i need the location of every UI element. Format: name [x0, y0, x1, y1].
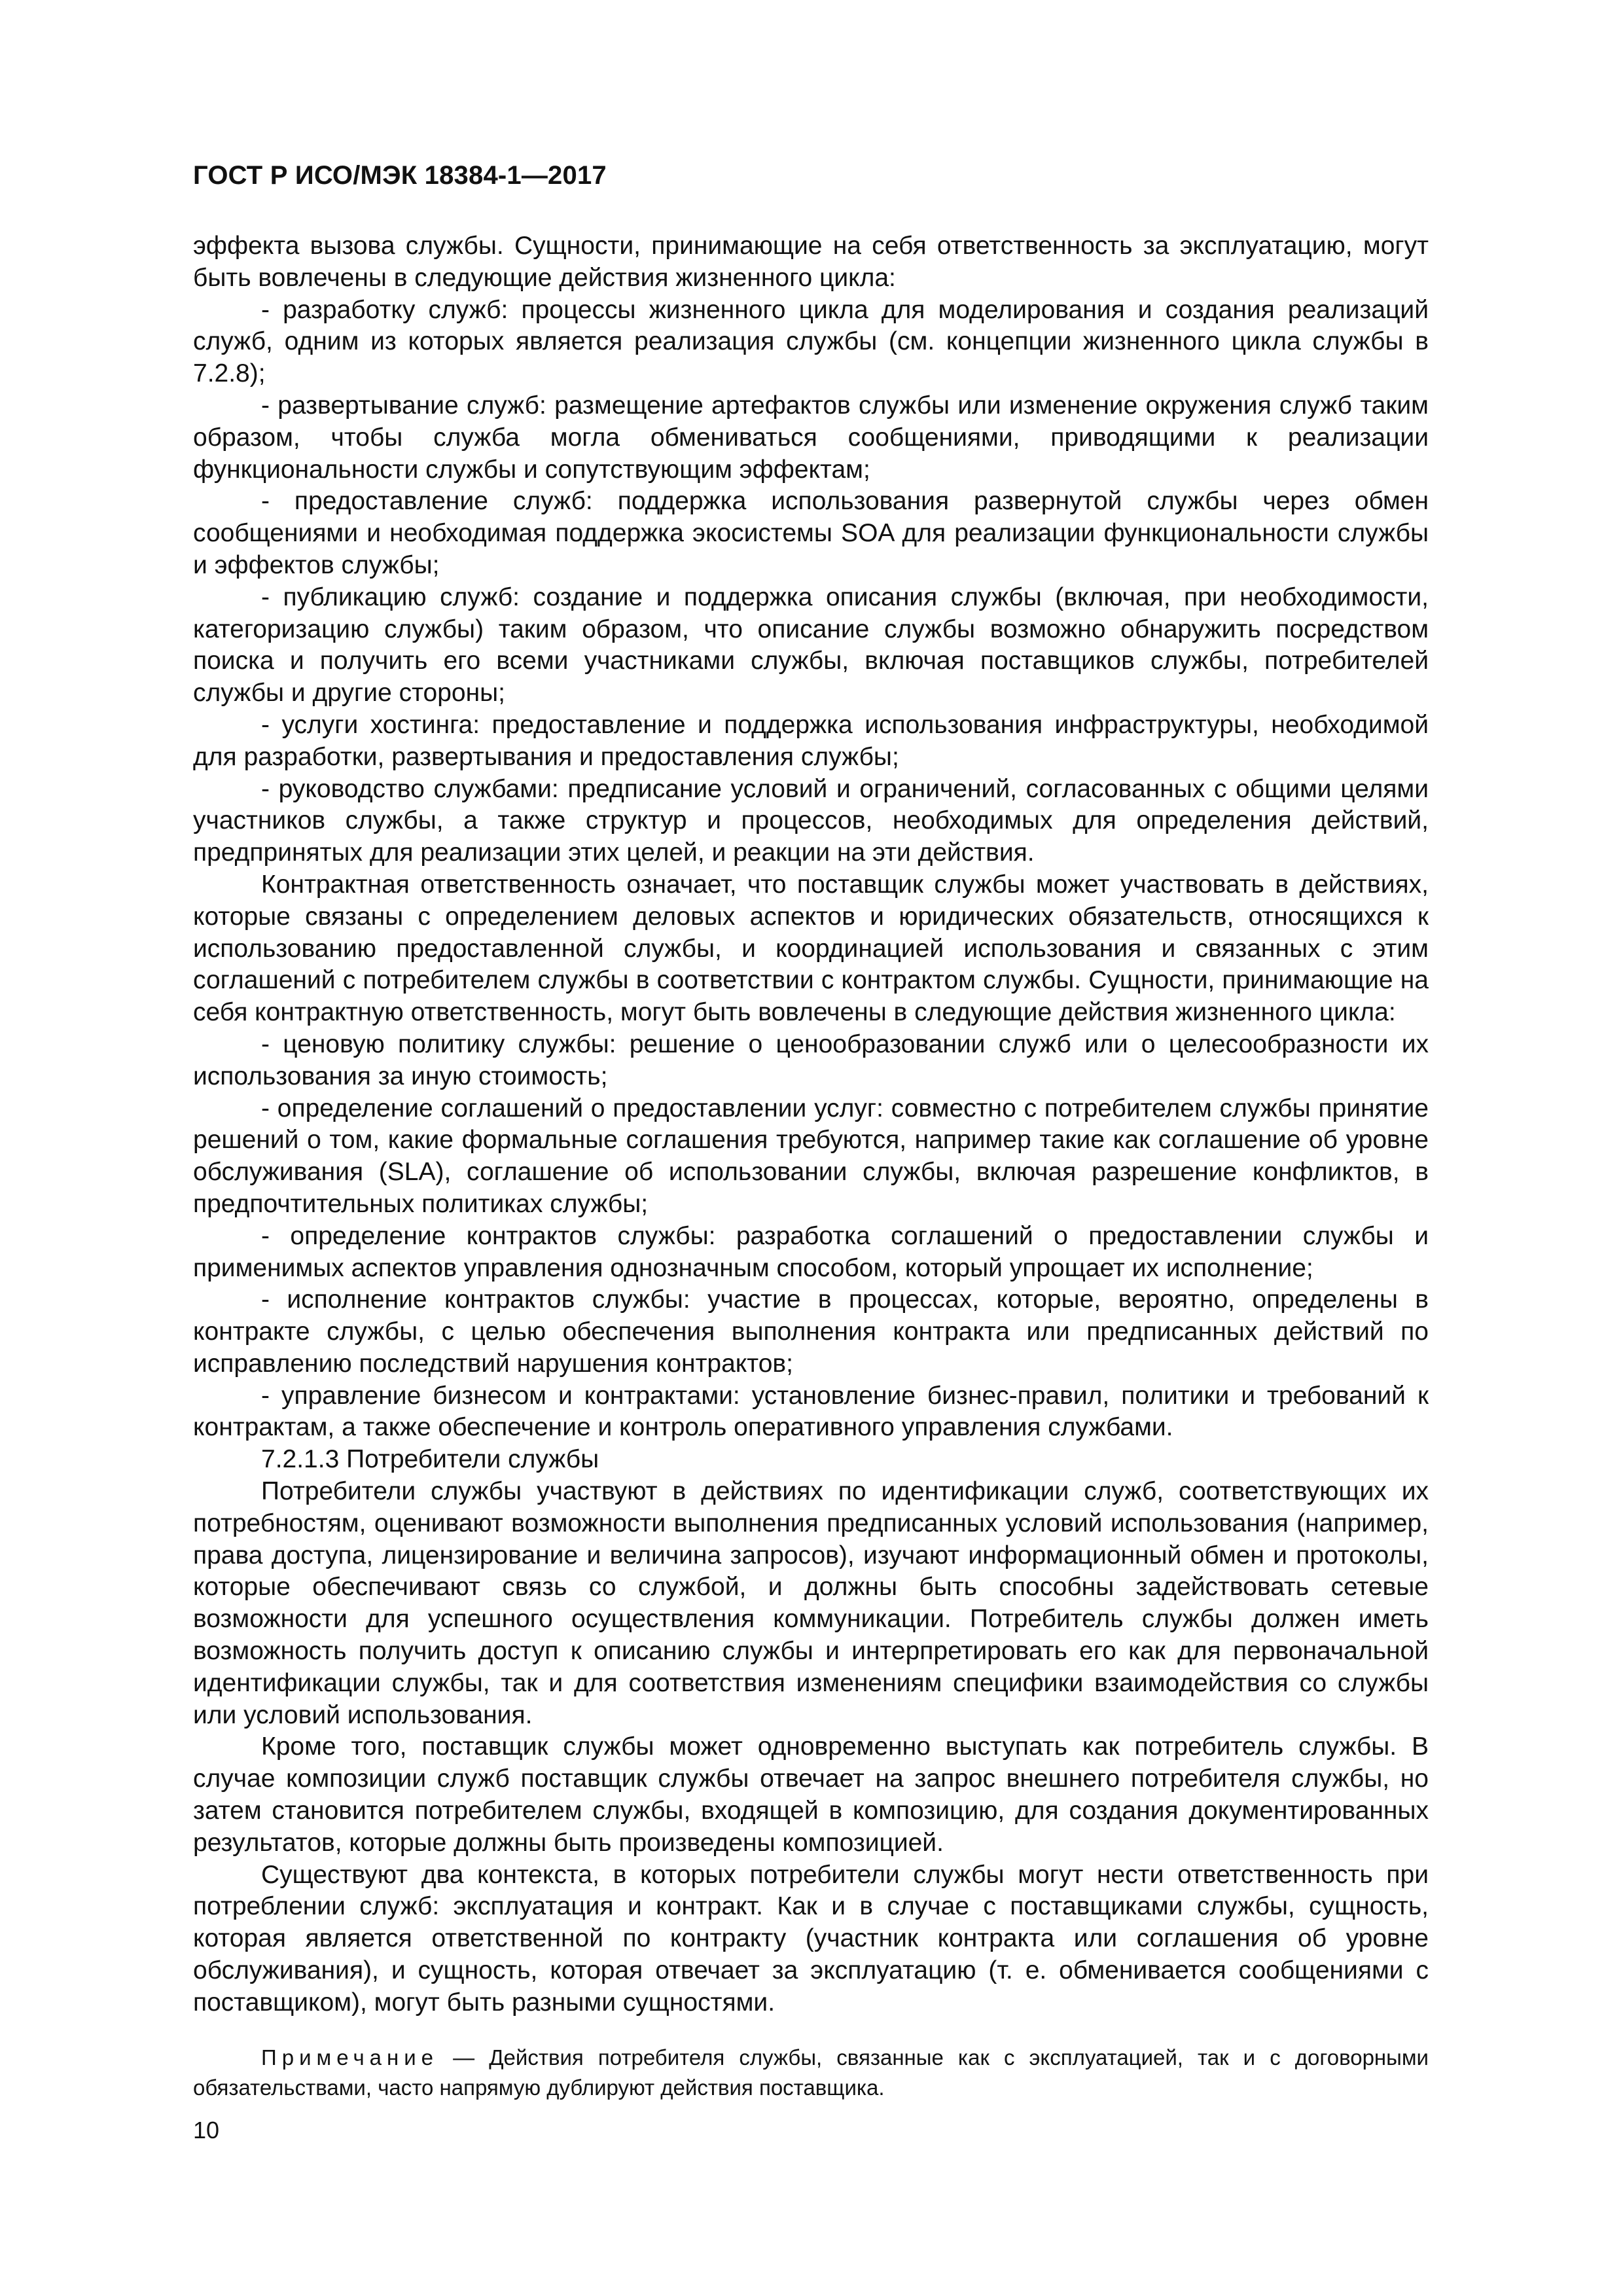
note	[193, 2043, 1429, 2103]
page-number: 10	[193, 2117, 220, 2144]
paragraph: эффекта вызова службы. Сущности, принимающие на себя ответственность за эксплуатацию, могут быть вовлечены в следующие действия жизненного цикла:	[193, 232, 1429, 292]
paragraph: Контрактная ответственность означает, что поставщик службы может участвовать в действиях, которые связаны с определением деловых аспектов и юридических обязательств, относящихся к использованию предоставленной службы, и координацией использования и связанных с этим соглашений с потребителем службы в соответствии с контрактом службы. Сущности, принимающие на себя контрактную ответственность, могут быть вовлечены в следующие действия жизненного цикла:	[193, 870, 1429, 1027]
document-header: ГОСТ Р ИСО/МЭК 18384-1—2017	[193, 161, 607, 190]
list-item: - разработку служб: процессы жизненного цикла для моделирования и создания реализаций служб, одним из которых является реализация службы (см. концепции жизненного цикла службы в 7.2.8);	[193, 295, 1429, 388]
list-item: - предоставление служб: поддержка использования развернутой службы через обмен сообщениями и необходимая поддержка экосистемы SOA для реализации функциональности службы и эффектов службы;	[193, 487, 1429, 579]
paragraph: Существуют два контекста, в которых потребители службы могут нести ответственность при потреблении служб: эксплуатация и контракт. Как и в случае с поставщиками службы, сущность, которая является ответственной по контракту (участник контракта или соглашения об уровне обслуживания), и сущность, которая отвечает за эксплуатацию (т. е. обменивается сообщениями с поставщиком), могут быть разными сущностями.	[193, 1860, 1429, 2017]
list-item: - управление бизнесом и контрактами: установление бизнес-правил, политики и требований к контрактам, а также обеспечение и контроль оперативного управления службами.	[193, 1381, 1429, 1442]
note-label: Примечание	[261, 2045, 439, 2070]
list-item: - определение контрактов службы: разработка соглашений о предоставлении службы и применимых аспектов управления однозначным способом, который упрощает их исполнение;	[193, 1221, 1429, 1282]
section-heading: 7.2.1.3 Потребители службы	[261, 1445, 599, 1474]
document-body	[193, 230, 1429, 2103]
list-item: - исполнение контрактов службы: участие в процессах, которые, вероятно, определены в контракте службы, с целью обеспечения выполнения контракта или предписанных действий по исправлению последствий нарушения контрактов;	[193, 1285, 1429, 1378]
list-item: - публикацию служб: создание и поддержка описания службы (включая, при необходимости, категоризацию службы) таким образом, что описание службы возможно обнаружить посредством поиска и получить его всеми участниками службы, включая поставщиков службы, потребителей службы и другие стороны;	[193, 583, 1429, 708]
list-item: - ценовую политику службы: решение о ценообразовании служб или о целесообразности их использования за иную стоимость;	[193, 1030, 1429, 1090]
list-item: - определение соглашений о предоставлении услуг: совместно с потребителем службы принятие решений о том, какие формальные соглашения требуются, например такие как соглашение об уровне обслуживания (SLA), соглашение об использовании службы, включая разрешение конфликтов, в предпочтительных политиках службы;	[193, 1094, 1429, 1218]
list-item: - развертывание служб: размещение артефактов службы или изменение окружения служб таким образом, чтобы служба могла обмениваться сообщениями, приводящими к реализации функциональности службы и сопутствующим эффектам;	[193, 391, 1429, 484]
list-item: - руководство службами: предписание условий и ограничений, согласованных с общими целями участников службы, а также структур и процессов, необходимых для определения действий, предпринятых для реализации этих целей, и реакции на эти действия.	[193, 774, 1429, 867]
paragraph: Потребители службы участвуют в действиях по идентификации служб, соответствующих их потребностям, оценивают возможности выполнения предписанных условий использования (например, права доступа, лицензирование и величина запросов), изучают информационный обмен и протоколы, которые обеспечивают связь со службой, и должны быть способны задействовать сетевые возможности для успешного осуществления коммуникации. Потребитель службы должен иметь возможность получить доступ к описанию службы и интерпретировать его как для первоначальной идентификации службы, так и для соответствия изменениям специфики взаимодействия со службы или условий использования.	[193, 1477, 1429, 1729]
list-item: - услуги хостинга: предоставление и поддержка использования инфраструктуры, необходимой для разработки, развертывания и предоставления службы;	[193, 710, 1429, 771]
paragraph: Кроме того, поставщик службы может одновременно выступать как потребитель службы. В случае композиции служб поставщик службы отвечает на запрос внешнего потребителя службы, но затем становится потребителем службы, входящей в композицию, для создания документированных результатов, которые должны быть произведены композицией.	[193, 1732, 1429, 1857]
note-text: — Действия потребителя службы, связанные как с эксплуатацией, так и с договорными обязательствами, часто напрямую дублируют действия поставщика.	[193, 2045, 1429, 2100]
